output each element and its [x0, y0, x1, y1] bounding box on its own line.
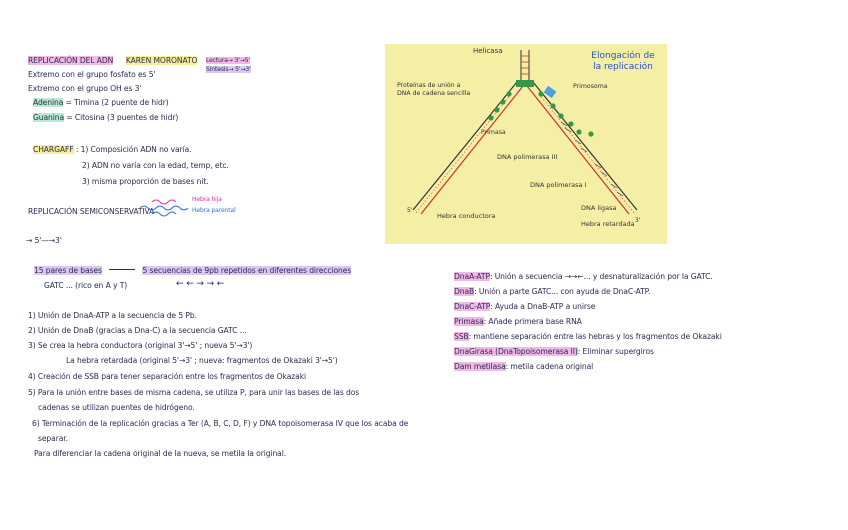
diagram-title-1: Elongación de: [591, 51, 655, 61]
strand-doodle: [138, 198, 190, 220]
doc-title: REPLICACIÓN DEL ADN: [28, 56, 114, 65]
adenina-term: Adenina: [33, 98, 64, 107]
guanina-desc: = Citosina (3 puentes de hidr): [64, 113, 179, 122]
left-arm: [413, 82, 523, 214]
pares-term: 15 pares de bases: [34, 266, 102, 275]
enzyme-note: [454, 332, 722, 341]
label-primasa: Primasa: [481, 129, 506, 136]
title-block: [28, 56, 197, 65]
enzyme-note: [454, 362, 593, 371]
step-2: 2) Unión de DnaB (gracias a Dna-C) a la secuencia GATC ...: [28, 326, 247, 335]
enzyme-note: [454, 302, 595, 311]
label-proteinas-1: Proteínas de unión a: [397, 82, 461, 89]
enzyme-desc: : metila cadena original: [505, 362, 594, 371]
enzyme-desc: : mantiene separación entre las hebras y los fragmentos de Okazaki: [468, 332, 722, 341]
pares-line: [34, 266, 351, 275]
enzyme-term: DnaB: [454, 287, 475, 296]
adenina-desc: = Timina (2 puente de hidr): [63, 98, 169, 107]
primosome-shape: [544, 86, 557, 98]
line-oh: Extremo con el grupo OH es 3': [28, 84, 142, 93]
gatc-line: GATC ... (rico en A y T): [44, 281, 128, 290]
step-6-cont: separar.: [38, 434, 68, 443]
chargaff-rule-2: 2) ADN no varía con la edad, temp, etc.: [82, 161, 229, 170]
direction-arrows: ← ← → → ←: [176, 279, 225, 289]
label-polimerasa-1: DNA polimerasa I: [530, 181, 587, 189]
label-3prime: 3': [635, 217, 641, 224]
enzyme-term: DnaC-ATP: [454, 302, 491, 311]
enzyme-desc: : Unión a parte GATC... con ayuda de DnaC-ATP.: [474, 287, 651, 296]
guanina-line: [33, 113, 178, 122]
enzyme-term: Dam metilasa: [454, 362, 506, 371]
label-5prime: 5': [407, 207, 413, 214]
pares-desc: 5 secuencias de 9pb repetidos en diferentes direcciones: [142, 266, 352, 275]
step-3: 3) Se crea la hebra conductora (original 3'→5' ; nueva 5'→3'): [28, 341, 253, 350]
chargaff-label: CHARGAFF: [33, 145, 74, 154]
replication-fork-diagram: [385, 44, 667, 244]
label-helicasa: Helicasa: [473, 47, 503, 55]
chargaff-line1: [33, 145, 192, 154]
enzyme-desc: : Añade primera base RNA: [483, 317, 582, 326]
step-7: Para diferenciar la cadena original de la nueva, se metila la original.: [34, 449, 287, 458]
guanina-term: Guanina: [33, 113, 65, 122]
label-proteinas-2: DNA de cadena sencilla: [397, 90, 471, 97]
label-hebra-conductora: Hebra conductora: [437, 212, 496, 220]
lectura-note: Lectura→ 3'→5': [206, 57, 251, 64]
author-name: KAREN MORONATO: [125, 56, 198, 65]
semiconservativa-label: REPLICACIÓN SEMICONSERVATIVA: [28, 207, 155, 216]
diagram-title-2: la replicación: [593, 62, 653, 72]
enzyme-note: [454, 272, 713, 281]
enzyme-note: [454, 287, 650, 296]
step-6: 6) Terminación de la replicación gracias a Ter (A, B, C, D, F) y DNA topoisomerasa IV que los acaba de: [32, 419, 409, 428]
label-polimerasa-3: DNA polimerasa III: [497, 153, 558, 161]
enzyme-desc: : Eliminar supergiros: [577, 347, 654, 356]
adenina-line: [33, 98, 169, 107]
chargaff-rule-1: : 1) Composición ADN no varía.: [75, 145, 192, 154]
hebra-parental-label: Hebra parental: [192, 207, 236, 214]
line-fosfato: Extremo con el grupo fosfato es 5': [28, 70, 156, 79]
sintesis-note: Síntesis→ 5'→3': [206, 66, 251, 73]
step-5: 5) Para la unión entre bases de misma cadena, se utiliza P, para unir las bases de las dos: [28, 388, 360, 397]
enzyme-note: [454, 347, 654, 356]
enzyme-term: DnaGirasa (DnaTopoisomerasa II): [454, 347, 578, 356]
label-primosoma: Primosoma: [573, 83, 608, 90]
helicase-shape: [516, 80, 534, 87]
label-hebra-retardada: Hebra retardada: [581, 220, 635, 228]
step-3b: La hebra retardada (original 5'→3' ; nueva: fragmentos de Okazaki 3'→5'): [66, 356, 338, 365]
enzyme-term: DnaA-ATP: [454, 272, 490, 281]
enzyme-note: [454, 317, 582, 326]
hebra-hija-label: Hebra hija: [192, 196, 222, 203]
step-4: 4) Creación de SSB para tener separación entre los fragmentos de Okazaki: [28, 372, 307, 381]
enzyme-desc: : Unión a secuencia →→←... y desnaturalización por la GATC.: [489, 272, 713, 281]
step-1: 1) Unión de DnaA-ATP a la secuencia de 5 Pb.: [28, 311, 197, 320]
label-ligasa: DNA ligasa: [581, 204, 617, 212]
enzyme-term: SSB: [454, 332, 469, 341]
direction-note: → 5'—→3': [26, 236, 62, 245]
chargaff-rule-3: 3) misma proporción de bases nit.: [82, 177, 209, 186]
enzyme-term: Primasa: [454, 317, 484, 326]
parental-duplex: [521, 50, 529, 82]
replication-fork-svg: [385, 44, 667, 244]
step-5-cont: cadenas se utilizan puentes de hidrógeno.: [38, 403, 195, 412]
enzyme-desc: : Ayuda a DnaB-ATP a unirse: [490, 302, 596, 311]
